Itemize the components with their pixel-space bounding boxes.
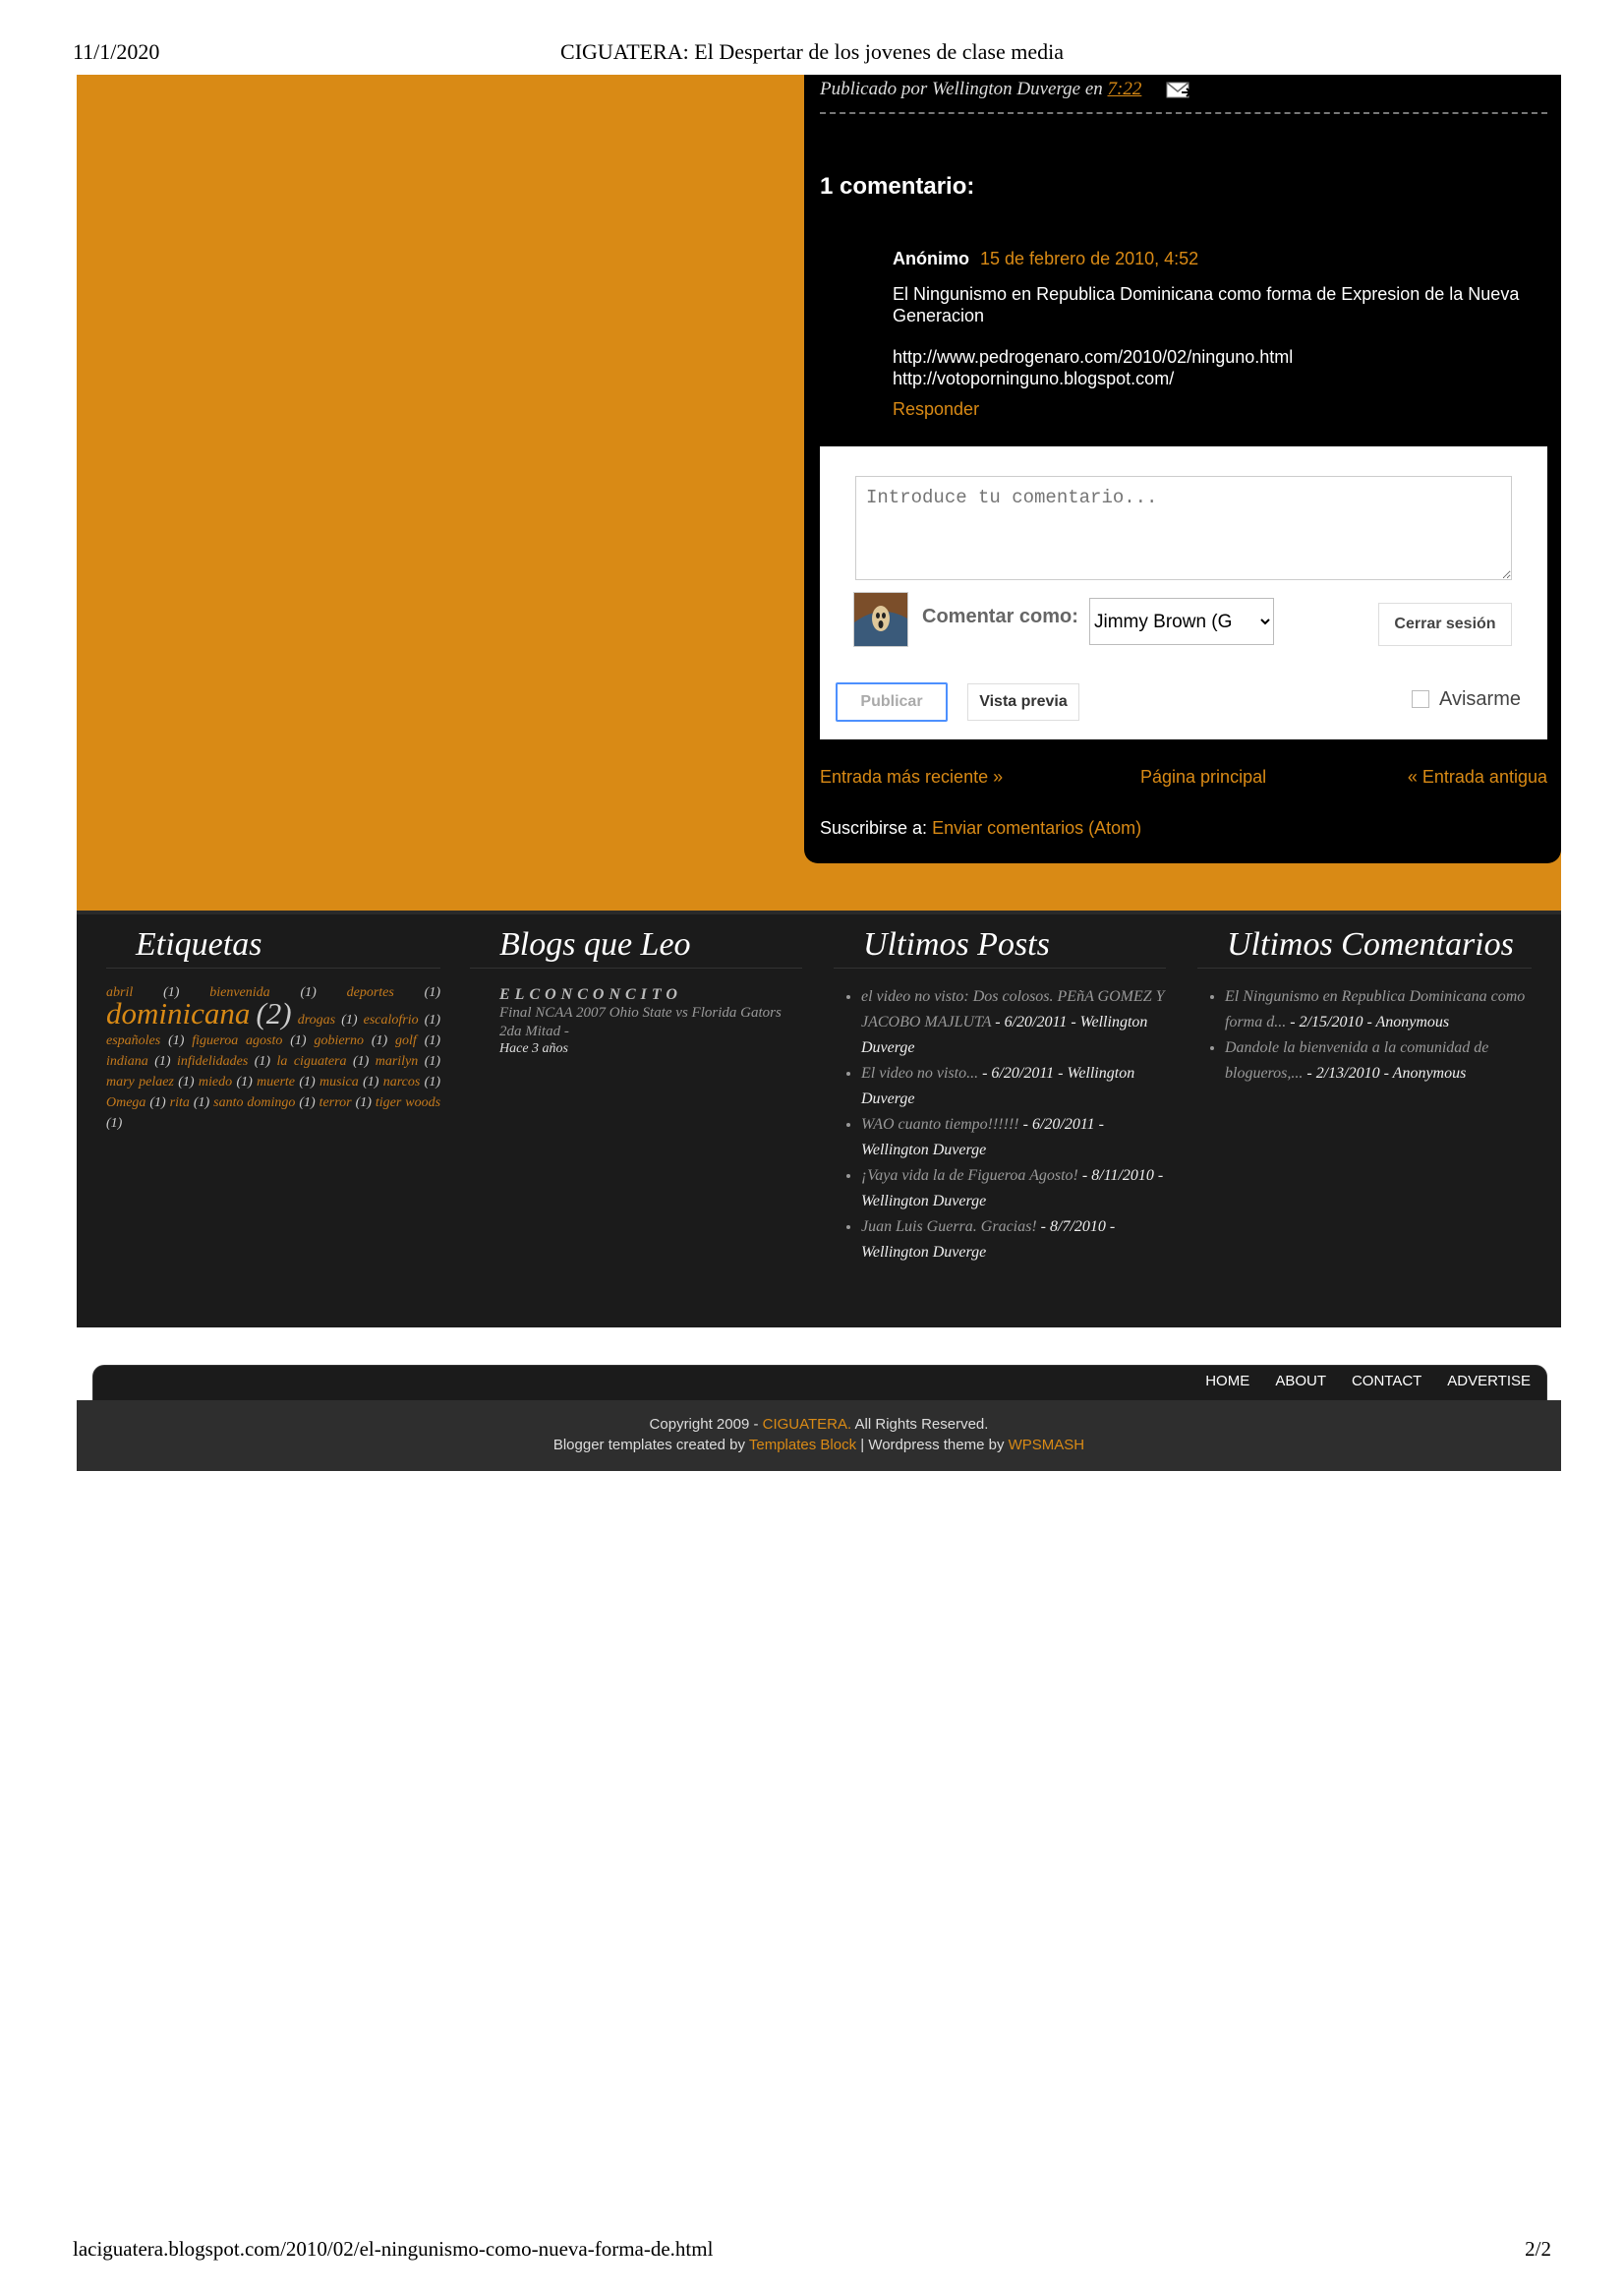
- label-count: (1): [290, 1033, 307, 1048]
- label-link[interactable]: mary pelaez: [106, 1075, 174, 1089]
- comment-link-2: http://votoporninguno.blogspot.com/: [893, 369, 1175, 388]
- label-link[interactable]: deportes: [346, 985, 394, 1000]
- feed-link[interactable]: Enviar comentarios (Atom): [932, 818, 1142, 838]
- preview-button[interactable]: Vista previa: [967, 683, 1079, 721]
- list-item: [861, 984, 1166, 1061]
- page-frame: [77, 75, 1561, 1471]
- labels-widget: [106, 926, 440, 1134]
- label-count: (1): [424, 1075, 440, 1089]
- blog-age: Hace 3 años: [499, 1041, 568, 1056]
- post-meta: - 8/7/2010 - Wellington Duverge: [861, 1218, 1116, 1261]
- post-link[interactable]: ¡Vaya vida la de Figueroa Agosto!: [861, 1167, 1078, 1184]
- label-link[interactable]: miedo: [198, 1075, 233, 1089]
- label-count: (1): [168, 1033, 185, 1048]
- print-page-number: 2/2: [1525, 2237, 1551, 2261]
- subscribe-line: [820, 818, 1141, 839]
- nav-about[interactable]: ABOUT: [1275, 1373, 1326, 1389]
- comment-link-1: http://www.pedrogenaro.com/2010/02/ninguno.html: [893, 347, 1294, 367]
- label-count: (1): [106, 1116, 123, 1131]
- post-meta: - 8/11/2010 - Wellington Duverge: [861, 1167, 1164, 1209]
- label-count: (1): [254, 1054, 271, 1069]
- post-meta: - 6/20/2011 - Wellington Duverge: [861, 1116, 1104, 1158]
- label-count: (1): [424, 1054, 441, 1069]
- post-link[interactable]: el video no visto: Dos colosos. PEñA GOMEZ Y JACOBO MAJLUTA: [861, 988, 1165, 1030]
- footer-widgets: [77, 911, 1561, 1327]
- label-count: (1): [299, 1095, 316, 1110]
- recent-posts-widget: [834, 926, 1166, 1266]
- label-link[interactable]: Omega: [106, 1095, 146, 1110]
- list-item: [861, 1214, 1166, 1266]
- label-link[interactable]: figueroa agosto: [192, 1033, 283, 1048]
- list-item: [861, 1112, 1166, 1163]
- label-link[interactable]: marilyn: [375, 1054, 419, 1069]
- comment-link[interactable]: El Ningunismo en Republica Dominicana como forma d...: [1225, 988, 1526, 1030]
- print-date: 11/1/2020: [73, 39, 160, 64]
- notify-checkbox[interactable]: [1412, 690, 1429, 708]
- label-link[interactable]: tiger woods: [375, 1095, 441, 1110]
- label-link[interactable]: gobierno: [314, 1033, 364, 1048]
- label-link[interactable]: dominicana: [106, 996, 251, 1030]
- list-item: [861, 1061, 1166, 1112]
- credit-prefix: Blogger templates created by: [552, 1437, 745, 1453]
- email-post-icon[interactable]: [1166, 81, 1191, 100]
- recent-posts-list: [834, 984, 1166, 1266]
- subscribe-label: Suscribirse a:: [820, 818, 928, 838]
- credit-sep: | Wordpress theme by: [860, 1437, 1005, 1453]
- comment-author: Anónimo: [893, 249, 969, 268]
- label-link[interactable]: golf: [395, 1033, 417, 1048]
- blogs-title: Blogs que Leo: [470, 926, 802, 969]
- older-post-link[interactable]: « Entrada antigua: [1407, 767, 1547, 787]
- post-time-link[interactable]: 7:22: [1107, 79, 1142, 99]
- label-count: (1): [149, 1095, 166, 1110]
- comment-meta: - 2/15/2010 - Anonymous: [1290, 1014, 1450, 1030]
- post-box: [804, 75, 1561, 863]
- comment-body: El Ningunismo en Republica Dominicana como forma de Expresion de la Nueva Generacion: [893, 284, 1520, 325]
- post-link[interactable]: Juan Luis Guerra. Gracias!: [861, 1218, 1037, 1235]
- label-count: (1): [363, 1075, 379, 1089]
- list-item: [1225, 984, 1532, 1035]
- label-link[interactable]: abril: [106, 985, 134, 1000]
- list-item: [861, 1163, 1166, 1214]
- label-count: (2): [256, 996, 292, 1030]
- label-count: (1): [193, 1095, 210, 1110]
- copyright-suffix: All Rights Reserved.: [854, 1416, 989, 1433]
- label-link[interactable]: españoles: [106, 1033, 161, 1048]
- label-cloud: [106, 982, 440, 1134]
- comment-form: [820, 446, 1547, 739]
- copyright-bar: [77, 1400, 1561, 1471]
- nav-contact[interactable]: CONTACT: [1351, 1373, 1422, 1389]
- comment-textarea[interactable]: [855, 476, 1512, 580]
- blog-name-link[interactable]: ELCONCONCITO: [499, 986, 682, 1003]
- nav-home[interactable]: HOME: [1205, 1373, 1250, 1389]
- reply-link[interactable]: Responder: [893, 399, 980, 419]
- theme-link[interactable]: WPSMASH: [1008, 1437, 1085, 1453]
- label-link[interactable]: musica: [319, 1075, 359, 1089]
- label-link[interactable]: muerte: [257, 1075, 296, 1089]
- recent-posts-title: Ultimos Posts: [834, 926, 1166, 969]
- print-title: CIGUATERA: El Despertar de los jovenes de clase media: [560, 39, 1064, 64]
- label-link[interactable]: terror: [319, 1095, 352, 1110]
- comment-item: [893, 249, 1546, 420]
- print-footer: [73, 2237, 1551, 2267]
- label-count: (1): [424, 1013, 441, 1028]
- identity-select[interactable]: [1089, 598, 1274, 645]
- recent-comments-widget: [1197, 926, 1532, 1087]
- label-count: (1): [355, 1095, 372, 1110]
- nav-advertise[interactable]: ADVERTISE: [1447, 1373, 1531, 1389]
- label-count: (1): [154, 1054, 171, 1069]
- label-count: (1): [352, 1054, 370, 1069]
- label-count: (1): [178, 1075, 195, 1089]
- label-count: (1): [163, 985, 180, 1000]
- recent-comments-title: Ultimos Comentarios: [1197, 926, 1532, 969]
- post-link[interactable]: El video no visto...: [861, 1065, 979, 1082]
- post-meta: - 6/20/2011 - Wellington Duverge: [861, 1014, 1148, 1056]
- bottom-navbar: [92, 1365, 1547, 1401]
- post-link[interactable]: WAO cuanto tiempo!!!!!!: [861, 1116, 1019, 1133]
- comments-heading: 1 comentario:: [820, 173, 975, 200]
- label-count: (1): [341, 1013, 358, 1028]
- home-link[interactable]: Página principal: [1140, 767, 1267, 787]
- label-link[interactable]: narcos: [382, 1075, 421, 1089]
- label-link[interactable]: indiana: [106, 1054, 148, 1069]
- label-count: (1): [424, 985, 440, 1000]
- label-link[interactable]: santo domingo: [213, 1095, 296, 1110]
- label-count: (1): [371, 1033, 388, 1048]
- blog-post-link[interactable]: Final NCAA 2007 Ohio State vs Florida Gators 2da Mitad -: [499, 1005, 782, 1039]
- label-link[interactable]: rita: [169, 1095, 190, 1110]
- print-url: laciguatera.blogspot.com/2010/02/el-ningunismo-como-nueva-forma-de.html: [73, 2237, 714, 2261]
- notify-label: Avisarme: [1439, 688, 1521, 710]
- blogs-widget: [470, 926, 802, 1057]
- list-item: [1225, 1035, 1532, 1087]
- comment-link[interactable]: Dandole la bienvenida a la comunidad de blogueros,...: [1225, 1039, 1489, 1082]
- recent-comments-list: [1197, 984, 1532, 1087]
- label-link[interactable]: drogas: [297, 1013, 336, 1028]
- label-count: (1): [424, 1033, 441, 1048]
- post-author-line: Publicado por Wellington Duverge en: [820, 79, 1103, 99]
- label-count: (1): [236, 1075, 253, 1089]
- sign-out-button[interactable]: Cerrar sesión: [1378, 603, 1512, 646]
- label-link[interactable]: la ciguatera: [276, 1054, 347, 1069]
- site-link[interactable]: CIGUATERA.: [762, 1416, 852, 1433]
- label-link[interactable]: bienvenida: [209, 985, 270, 1000]
- post-meta: [820, 79, 1547, 114]
- post-meta: - 6/20/2011 - Wellington Duverge: [861, 1065, 1135, 1107]
- comment-as-label: Comentar como:: [922, 606, 1078, 627]
- avatar: [853, 592, 908, 647]
- templates-link[interactable]: Templates Block: [748, 1437, 857, 1453]
- copyright-prefix: Copyright 2009 -: [649, 1416, 759, 1433]
- label-count: (1): [300, 985, 317, 1000]
- newer-post-link[interactable]: Entrada más reciente »: [820, 767, 1004, 787]
- label-link[interactable]: escalofrio: [363, 1013, 419, 1028]
- label-link[interactable]: infidelidades: [176, 1054, 249, 1069]
- comment-date-link[interactable]: 15 de febrero de 2010, 4:52: [980, 249, 1199, 268]
- comment-meta: - 2/13/2010 - Anonymous: [1306, 1065, 1467, 1082]
- labels-title: Etiquetas: [106, 926, 440, 969]
- publish-button[interactable]: Publicar: [836, 682, 948, 722]
- label-count: (1): [299, 1075, 316, 1089]
- print-header: [73, 39, 1551, 69]
